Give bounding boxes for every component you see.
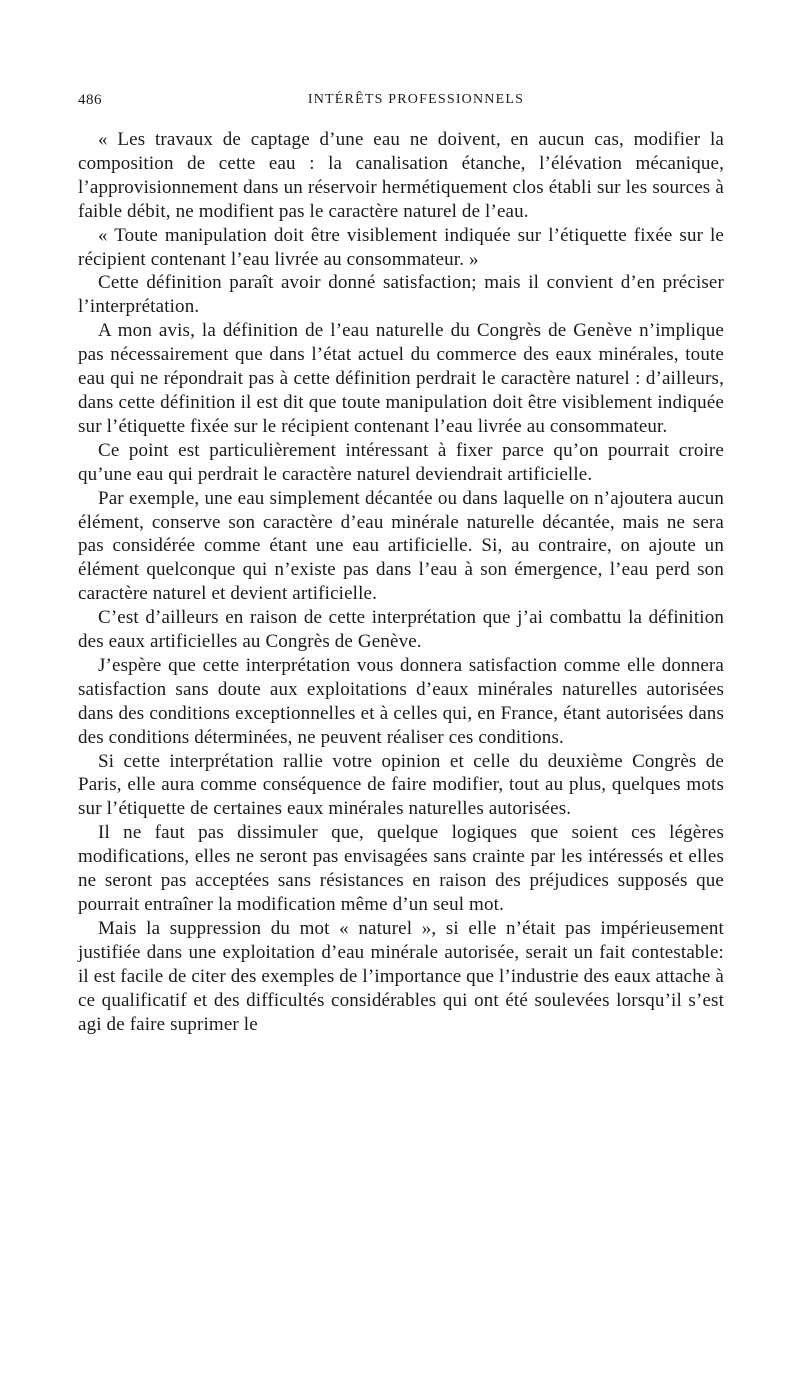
running-title: INTÉRÊTS PROFESSIONNELS [307,92,525,107]
paragraph: Si cette interprétation rallie votre opinion et celle du deuxième Congrès de Paris, elle aura comme conséquence de faire modifier, tout au plus, quelques mots sur l’étiquette de certaines eaux minérales naturelles autorisées. [78,750,724,820]
paragraph: Cette définition paraît avoir donné satisfaction; mais il convient d’en préciser l’interprétation. [78,272,724,318]
paragraph: Mais la suppression du mot « naturel », si elle n’était pas impérieusement justifiée dans une exploitation d’eau minérale autorisée, serait un fait contestable: il est facile de citer des exemples de l’importance que l’industrie des eaux attache à ce qualificatif et des difficultés considérables qui ont été soulevées lorsqu’il s’est agi de faire suprimer le [78,917,724,1035]
paragraph: Ce point est particulièrement intéressant à fixer parce qu’on pourrait croire qu’une eau qui perdrait le caractère naturel deviendrait artificielle. [78,439,724,485]
paragraph: « Toute manipulation doit être visiblement indiquée sur l’étiquette fixée sur le récipient contenant l’eau livrée au consommateur. » [78,224,724,270]
paragraph: C’est d’ailleurs en raison de cette interprétation que j’ai combattu la définition des eaux artificielles au Congrès de Genève. [78,607,724,653]
paragraph: A mon avis, la définition de l’eau naturelle du Congrès de Genève n’implique pas nécessairement que dans l’état actuel du commerce des eaux minérales, toute eau qui ne répondrait pas à cette définition perdrait le caractère naturel : d’ailleurs, dans cette définition il est dit que toute manipulation doit être visiblement indiquée sur l’étiquette fixée sur le récipient contenant l’eau livrée au consommateur. [78,320,724,437]
paragraph: J’espère que cette interprétation vous donnera satisfaction comme elle donnera satisfaction sans doute aux exploitations d’eaux minérales naturelles autorisées dans des conditions exceptionnelles et à celles qui, en France, étant autorisées dans des conditions déterminées, ne peuvent réaliser ces conditions. [78,654,724,748]
running-head [78,92,724,112]
page-number: 486 [78,92,102,108]
body-text [78,128,724,1036]
paragraph: « Les travaux de captage d’une eau ne doivent, en aucun cas, modifier la composition de cette eau : la canalisation étanche, l’élévation mécanique, l’approvisionnement dans un réservoir hermétiquement clos établi sur les sources à faible débit, ne modifient pas le caractère naturel de l’eau. [78,129,724,222]
paragraph: Il ne faut pas dissimuler que, quelque logiques que soient ces légères modifications, elles ne seront pas envisagées sans crainte par les intéressés et elles ne seront pas acceptées sans résistances en raison des préjudices supposés que pourrait entraîner la modification même d’un seul mot. [78,822,724,915]
paragraph: Par exemple, une eau simplement décantée ou dans laquelle on n’ajoutera aucun élément, conserve son caractère d’eau minérale naturelle décantée, mais ne sera pas considérée comme étant une eau artificielle. Si, au contraire, on ajoute un élément quelconque qui n’existe pas dans l’eau à son émergence, l’eau perd son caractère naturel et devient artificielle. [78,487,724,605]
